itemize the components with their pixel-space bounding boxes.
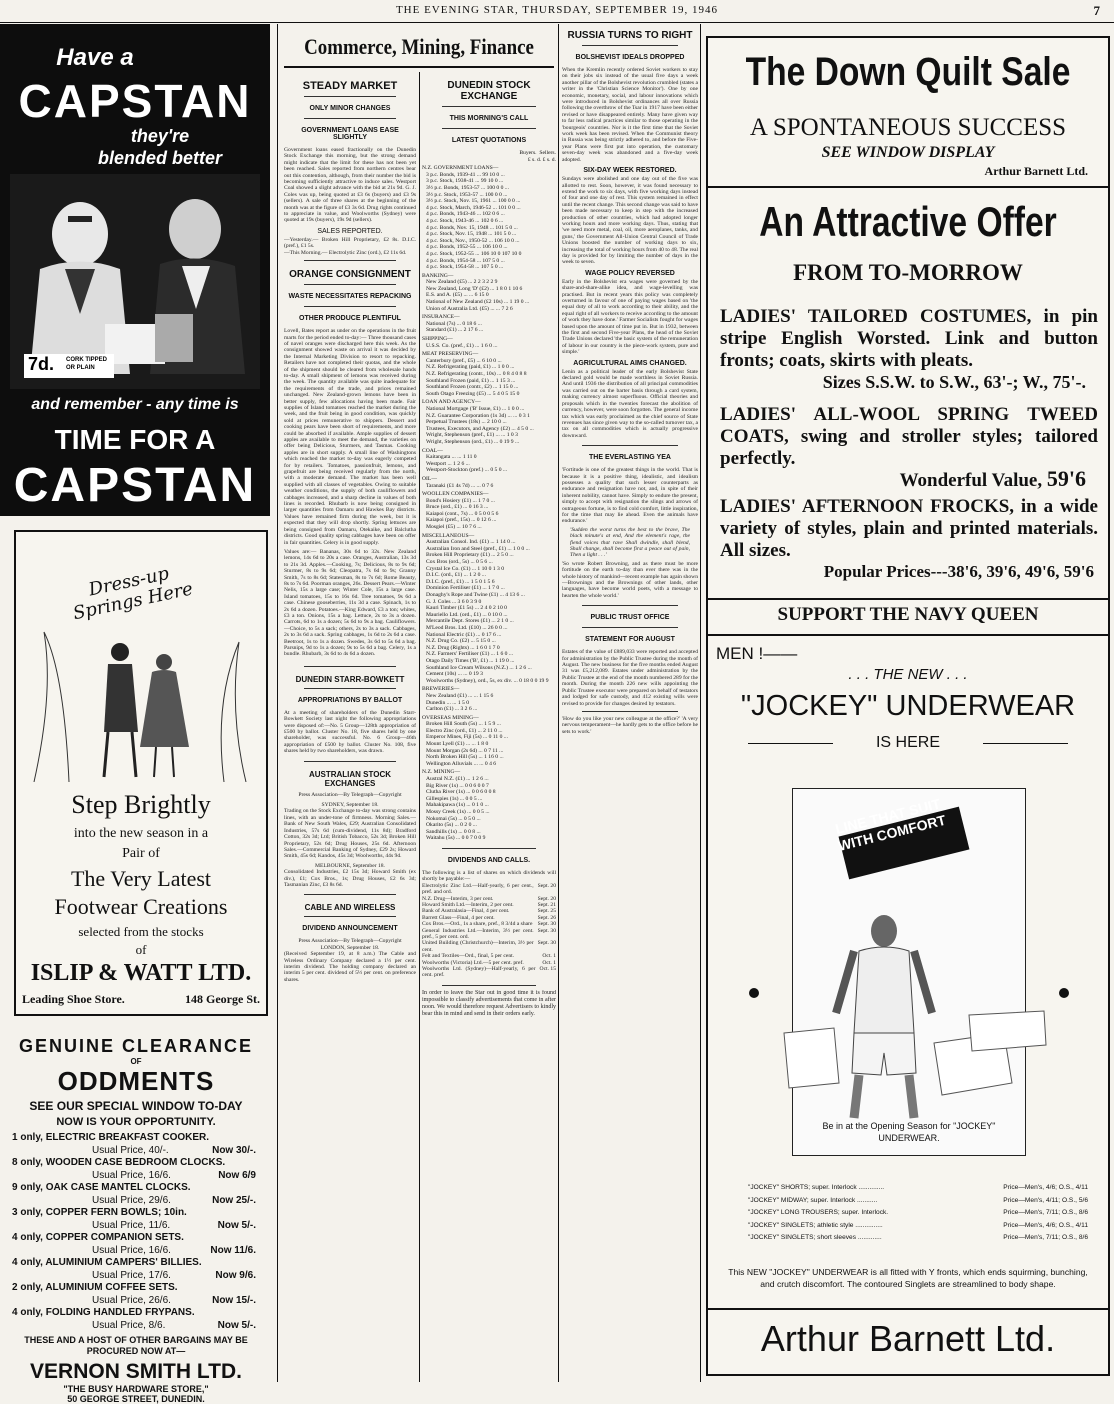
oddment-now: Now 5/-. (217, 1319, 256, 1331)
quotation-row: Australian Consol. Ind. (£1) ... 1 14 0 ... (426, 539, 516, 546)
wonderful-value (900, 466, 1086, 492)
islip-footwear: Footwear Creations (54, 894, 228, 919)
opening-season: Be in at the Opening Season for "JOCKEY" UNDERWEAR. (822, 1121, 996, 1143)
afternoon-frocks: LADIES' AFTERNOON FROCKS, in a wide variety of styles, plain and printed materials. All sizes. (720, 496, 1098, 561)
oddment-now: Now 11/6. (210, 1244, 256, 1256)
quotation-section-heading: INSURANCE— (422, 314, 460, 321)
sales-reported-heading: SALES REPORTED. (317, 227, 383, 235)
quotation-row: Australian Iron and Steel (pref., £1) ... 1 0 0 ... (426, 545, 530, 552)
quotation-row: N.Z. Drug (Rights) ... 1 6 0 1 7 0 (426, 644, 500, 651)
masthead-rule (0, 22, 1114, 23)
other-produce-heading: OTHER PRODUCE PLENTIFUL (299, 315, 401, 323)
coat-price: 59'6 (1046, 466, 1086, 491)
statement-heading: STATEMENT FOR AUGUST (585, 636, 675, 644)
quotation-row: North Broken Hill (5s) ... 1 16 0 ... (426, 754, 504, 761)
dividend-name: Barrett Glass—Final, 4 per cent. (422, 914, 495, 921)
cable-press-line: Press Association—By Telegraph—Copyright (298, 938, 402, 945)
capstan-price-box (24, 354, 114, 378)
jockey-product-name: "JOCKEY" LONG TROUSERS; super. Interlock. (748, 1209, 889, 1216)
quotation-row: South Otago Freezing (£5) ... 5 4 0 5 15 0 (426, 390, 520, 397)
islip-script-heading: Dress-up Springs Here (71, 562, 195, 625)
oddments-list (2, 1132, 270, 1332)
men-label: MEN !—— (716, 644, 798, 663)
oddments-vernon: VERNON SMITH LTD. (30, 1360, 242, 1383)
appropriations-heading: APPROPRIATIONS BY BALLOT (297, 696, 403, 704)
quotation-row: Dunedin ... ... 1 5 0 (426, 699, 470, 706)
dividend-date: Sept. 26 (537, 914, 556, 921)
window-display: SEE WINDOW DISPLAY (821, 144, 995, 161)
quotation-row: Westport-Stockton (pref.) ... 0 5 0 ... (426, 467, 508, 474)
oddment-item (2, 1182, 270, 1207)
mornings-call-heading: THIS MORNING'S CALL (449, 115, 529, 122)
quotation-row: Bruce (ord., £1) ... 0 16 3 ... (426, 504, 489, 511)
islip-leading: Leading Shoe Store. (22, 992, 125, 1006)
islip-selected: selected from the stocks (78, 924, 204, 939)
quotation-row: 3 p.c. Stock, 1938-41 ... 99 10 0 ... (426, 178, 504, 185)
quotation-row: 4 p.c. Stock, Nov. 15, 1948 ... 101 5 0 ... (426, 231, 517, 238)
london-dateline: LONDON, September 18. (320, 944, 380, 951)
quotation-row: N.Z. Farmers' Fertiliser (£1) ... 1 6 0 ... (426, 651, 514, 658)
tailored-costumes: LADIES' TAILORED COSTUMES, in pin stripe English Worsted. Link and button fronts; coats, skirts with pleats. (720, 306, 1098, 371)
quotation-row: Westport ... 1 2 6 ... (426, 460, 470, 467)
quotation-row: Mount Morgan (2s 6d) ... 0 7 11 ... (426, 747, 504, 754)
dividend-date: Oct. 1 (542, 953, 556, 960)
russia-body-2: Sundays were abolished and one day out of the five was allotted to rest. Soon, however, it was found necessary to extend the work to six days, with five working days instead of four and one day of rest. This system remained in effect until the recent change. This second change was said to have been made necessary to keep in step with the increased production of other countries, which had adopted longer working hours and more working days. Thus, stating that 'we need more metal, coal, oil, more aeroplanes, tanks, and guns,' the Government All-Union Central Council of Trade Unions boosted the number of working days to six, increasing the total of working hours from 40 to 48. The real day is provided for by limiting the number of days in the week to seven. (562, 176, 698, 266)
wage-policy-heading: WAGE POLICY REVERSED (585, 269, 675, 277)
dividend-date: Sept. 20 (537, 895, 556, 902)
quotation-row: 4 p.c. Bonds, 1954-58 ... 107 5 0 ... (426, 257, 505, 264)
dividend-row (422, 883, 556, 896)
oddment-name: 1 only, ELECTRIC BREAKFAST COOKER. (12, 1132, 210, 1143)
quotation-row: Mercantile Dept. Stores (£1) ... 2 1 0 ... (426, 618, 514, 625)
oddment-now: Now 15/-. (212, 1294, 256, 1306)
commerce-title-rule (284, 66, 554, 68)
units-label: £ s. d. £ s. d. (527, 156, 556, 163)
quotation-row: Big River (1s) ... 0 0 6 0 0 7 (426, 782, 489, 789)
capstan-time-for: TIME FOR A (54, 424, 216, 455)
column-rule-4 (700, 24, 701, 1382)
quotation-row: Gillespies (1s) ... 0 0 5 ... (426, 795, 483, 802)
jockey-product-row (748, 1195, 1088, 1208)
stock-exchange-heading: DUNEDIN STOCK EXCHANGE (447, 80, 531, 102)
oddment-usual: Usual Price, 8/6. (92, 1319, 166, 1331)
quotation-row: 3½ p.c. Stock, Nov. 15, 1961 ... 100 0 0 ... (426, 198, 521, 205)
oddments-street: 50 GEORGE STREET, DUNEDIN. (67, 1394, 205, 1404)
jockey-product-price: Price—Men's, 7/11; O.S., 8/6 (1003, 1209, 1088, 1216)
browning-poem: 'Sudden the worst turns the best to the brave, The black minute's at end, And the element's rage, the fiend voices that rave Shall dwindle, shall blend, Shall change, shall become first a peace out of pain, Then a light . . .' (570, 526, 690, 559)
the-new: . . . THE NEW . . . (848, 666, 968, 683)
quotation-row: Mount Lyell (£1) ... ... 1 8 0 (426, 741, 489, 748)
quotation-row: Kaiapoi (cont., 7s) ... 0 5 0 0 5 6 (426, 510, 499, 517)
dividend-name: General Industries Ltd.—Interim, 3½ per cent. pref., 5 per cent. ord. (422, 927, 534, 941)
quotation-row: U.S.S. Co. (pref., £1) ... 1 6 0 ... (426, 342, 498, 349)
russia-body-4: Lenin as a political leader of the early Bolshevist State declared gold would be made worthless in Soviet Russia. And until 1936 the distribution of all principal commodities was carried out on the barter basis through a card system, making currency almost superfluous. Official theories and proposals which in the twenties forecast the abolition of currency, however, were soon forgotten. The general income tax which was early proclaimed as the chief source of State revenues has since given way to the so-called turnover tax, a tax on all commodities which is actually progressive downward. (562, 368, 698, 439)
quotation-row: Sandhills (1s) ... 0 0 8 ... (426, 828, 481, 835)
quotation-row: New Zealand (£5) ... 2 2 3 2 2 9 (426, 279, 498, 286)
quotation-row: Mosgiel (£5) ... 10 7 6 ... (426, 524, 482, 531)
quilt-sale-heading: The Down Quilt Sale (745, 50, 1071, 94)
quotation-row: New Zealand, Long 'D' (£2) ... 1 8 0 1 10 6 (426, 285, 523, 292)
dividend-name: Howard Smith Ltd.—Interim, 2 per cent. (422, 902, 514, 908)
sydney-body: Trading on the Stock Exchange to-day was strong contains lines, with an under-tone of firmness. Morning Sales.—Bank of New South Wales, £29; Australian Consolidated Industries, 57s 6d (cum-dividend, 11s 8d); Bradford Cotton, 32s 3d; Ltd; British Tobacco, 52s 3d; Broken Hill Proprietary, 52s 6d; Drug Houses, 25s 6d. Afternoon Sales.—Commercial Banking of Sydney, £29 2s; Howard Smith, 45s 6d; Kandos, 45s 3d; Woolworths, 44s 9d. (284, 808, 416, 860)
oddment-usual: Usual Price, 40/-. (92, 1144, 169, 1156)
six-day-heading: SIX-DAY WEEK RESTORED. (583, 167, 677, 175)
jockey-product-row (748, 1220, 1088, 1233)
islip-into: into the new season in a (73, 826, 209, 841)
press-association-line: Press Association—By Telegraph—Copyright (298, 791, 402, 798)
quotation-row: Austral N.Z. (£1) ... 1 2 6 ... (426, 776, 489, 783)
steady-market-heading: STEADY MARKET (302, 80, 398, 92)
quotation-row: N.Z. Refrigerating (contr., 10s) ... 0 8 4 0 8 8 (426, 371, 527, 377)
islip-step-brightly: Step Brightly (71, 790, 211, 819)
oddment-now: Now 5/-. (217, 1219, 256, 1231)
dividend-date: Sept. 30 (537, 927, 556, 934)
oddment-usual: Usual Price, 16/6. (92, 1169, 171, 1181)
oddments-genuine: GENUINE CLEARANCE (18, 1036, 253, 1056)
everlasting-yea-heading: THE EVERLASTING YEA (589, 454, 671, 462)
quotation-row: 3½ p.c. Stock, 1953-57 ... 100 0 0 ... (426, 191, 508, 198)
jockey-product-row (748, 1182, 1088, 1195)
quotation-section-heading: OIL— (422, 475, 437, 482)
buyers-label: Buyers. (519, 150, 537, 156)
dividends-list (422, 883, 556, 979)
oddment-now: Now 25/-. (212, 1194, 256, 1206)
column-rule-2 (419, 72, 420, 1382)
oddment-name: 4 only, ALUMINIUM CAMPERS' BILLIES. (12, 1257, 202, 1268)
oddment-usual: Usual Price, 16/6. (92, 1244, 171, 1256)
quotation-row: 4 p.c. Stock, March, 1946-52 ... 101 0 0 ... (426, 204, 521, 211)
quotation-row: M'Leod Bros. Ltd. (£10) ... 26 0 0 ... (426, 624, 508, 631)
tailored-sizes: Sizes S.S.W. to S.W., 63'-; W., 75'-. (822, 372, 1086, 392)
quotation-row: Electro Zinc (ord., £1) ... 2 11 0 ... (426, 727, 503, 734)
arthur-barnett-ad (706, 36, 1110, 1376)
quotation-row: Dominion Fertiliser (£1) ... 1 7 0 ... (426, 585, 505, 592)
islip-company: ISLIP & WATT LTD. (30, 960, 252, 986)
quotation-row: New Zealand (£1) ... ... 1 15 6 (426, 692, 494, 699)
oddment-item (2, 1157, 270, 1182)
islip-couple-illustration (24, 612, 262, 782)
jockey-price-list (748, 1182, 1088, 1245)
starr-bowkett-heading: DUNEDIN STARR-BOWKETT (295, 674, 405, 684)
quotation-section-heading: MEAT PRESERVING— (422, 351, 479, 358)
quotation-row: Carlton (£1) ... 3 2 6 ... (426, 706, 478, 713)
orange-heading: ORANGE CONSIGNMENT (289, 269, 411, 281)
australian-exchanges-heading: AUSTRALIAN STOCK EXCHANGES (308, 769, 392, 788)
quotation-row: N.Z. Refrigerating (paid, £1) ... 1 0 0 ... (426, 364, 515, 371)
islip-address: 148 George St. (185, 992, 260, 1006)
dividend-name: Electrolytic Zinc Ltd.—Half-yearly, 6 per cent., pref. and ord. (422, 882, 534, 896)
islip-pair: Pair of (122, 846, 160, 861)
quotation-row: Cox Bros (ord., 5s) ... 0 5 6 ... (426, 559, 493, 566)
quotation-row: Wright, Stephenson (ord., £1) ... 0 19 9 ... (426, 438, 520, 445)
sydney-dateline: SYDNEY, September 18. (321, 802, 379, 809)
capstan-blended: blended better (97, 148, 222, 168)
quotation-row: Crystal Ice Co. (£1) ... 1 10 0 1 3 0 (426, 565, 504, 572)
oddment-usual: Usual Price, 11/6. (92, 1219, 171, 1231)
quotation-row: National of New Zealand (£2 10s) ... 1 19 0 ... (426, 299, 530, 306)
dividend-date: Sept. 21 (537, 902, 556, 908)
sales-yesterday: —Yesterday.— Broken Hill Proprietary, £2 8s. D.I.C. (pref.), £1 5s. (284, 236, 416, 250)
quotation-section-heading: SHIPPING— (422, 336, 453, 343)
tweed-coats: LADIES' ALL-WOOL SPRING TWEED COATS, swing and stroller styles; tailored perfectly. (720, 404, 1098, 469)
capstan-remember: and remember - any time is (31, 396, 239, 413)
minor-changes-heading: ONLY MINOR CHANGES (309, 105, 391, 112)
quotation-row: 4 p.c. Bonds, Nov. 15, 1948 ... 101 5 0 ... (426, 224, 518, 231)
quotation-row: National (7s) ... 0 18 6 ... (426, 320, 482, 327)
dividend-date: Sept. 25 (537, 908, 556, 915)
melbourne-body: Consolidated Industries, £2 15s 3d; Howard Smith (ex div.), £1; Cox Bros., 1s; Drug Houses, £2 6s 3d; Tasmanian Zinc, £3 8s 6d. (284, 869, 416, 888)
jockey-product-name: "JOCKEY" SINGLETS; athletic style ............... (748, 1221, 883, 1229)
attractive-offer-heading: An Attractive Offer (759, 198, 1057, 245)
quotation-row: G. J. Coles ... 3 6 0 3 9 0 (426, 598, 482, 605)
commerce-column (284, 72, 416, 1380)
dividend-name: Woolworths (Victoria) Ltd.—5 per cent. pref. (422, 959, 524, 966)
dividends-intro: The following is a list of shares on which dividends will shortly be payable:— (422, 869, 556, 883)
quotation-row: Southland Frozen (contr., £2) ... 1 15 0 ... (426, 384, 519, 391)
quotation-row: Mahakipawa (1s) ... 0 1 0 ... (426, 802, 489, 809)
quotation-row: 3½ p.c. Bonds, 1953-57 ... 100 0 0 ... (426, 184, 509, 191)
quotation-sections (422, 165, 556, 842)
latest-quotations-heading: LATEST QUOTATIONS (451, 137, 527, 144)
sales-morning: —This Morning.— Electrolytic Zinc (ord.), £2 11s 6d. (284, 249, 407, 256)
oddments-title: ODDMENTS (57, 1066, 215, 1096)
jockey-product-price: Price—Men's, 4/11; O.S., 5/6 (1003, 1196, 1088, 1204)
column-rule-3 (558, 24, 559, 1382)
oddment-item (2, 1132, 270, 1157)
jockey-badge: LINE THAT SUIT WITH COMFORT (833, 795, 948, 854)
dividend-date: Oct. 1 (542, 959, 556, 966)
quotation-row: Broken Hill Proprietary (£1) ... 2 5 0 ... (426, 552, 514, 559)
jockey-product-row (748, 1207, 1088, 1220)
quotation-row: National Electric (£1) ... 0 17 6 ... (426, 631, 502, 638)
quotation-row: 3 p.c. Bonds, 1939-41 ... 99 10 0 ... (426, 171, 505, 178)
barnett-footer: Arthur Barnett Ltd. (760, 1318, 1056, 1359)
quotation-row: 4 p.c. Stock, 1943-46 ... 102 0 6 ... (426, 217, 504, 224)
islip-of: of (135, 942, 147, 957)
dividend-date: Sept. 20 (537, 882, 556, 889)
quotation-row: 4 p.c. Stock, 1952-55 ... 106 10 0 107 10 0 (426, 250, 522, 257)
dividend-announcement-heading: DIVIDEND ANNOUNCEMENT (302, 925, 398, 933)
values-list: Values are:— Bananas, 30s 6d to 32s. New Zealand lemons, 14s 6d to 20s a case. Oranges, Australian, 13s 3d to 21s 3d. Apples.—Cooking, 7s; Delicious, 8s to 9s 6d; Sturmer, 8s to 9s 6d; Cleopatra, 7s 6d to 9s; Granny Smith, 7s to 8s 6d; Statesman, 8s to 7s 6d; Rome Beauty, 8s to 7s 6d. Poorman oranges, 26s. Dessert Pears.—Winter Nelis, 15s a large case; Winter Cole, 15s a large case. Island tomatoes, 15s to 16s 6d. Tree tomatoes, 9s 6d a case. Chinese gooseberries, 11s 3d a case. Spinach, 1s to 2s 6d a dozen. Potatoes.—King Edward, £3 a ton; whites, £3 a ton. Onions, 15s a bag. Lettuce, 2s to 3s a dozen. Carrots, 6d to 1s a dozen; 5s 6d to 9s a bag. Cauliflowers.—Choice, to 5s a sack; others, 2s to 3s a sack. Cabbages, 2s to 3s 6d a sack. Spring cabbages, 1s 6d to 2s 6d a case. Beetroot, 1s to 1s a dozen. Swedes, 3s 6d to 5s 6d a bag. Parsnips, 9d to 1s a dozen; 9s to 5s 6d a bag. Celery, 1s a bundle. Rhubarb, 3s 6d to 4s 6d a dozen. (284, 548, 416, 658)
quotation-row: National Mortgage ('B' Issue, £1) ... 1 0 0 ... (426, 405, 525, 412)
quotation-section-heading: WOOLLEN COMPANIES— (422, 491, 489, 498)
oddments-busy: "THE BUSY HARDWARE STORE," (63, 1384, 209, 1394)
agricultural-heading: AGRICULTURAL AIMS CHANGED. (573, 359, 687, 367)
jockey-product-price: Price—Men's, 4/6; O.S., 4/11 (1003, 1184, 1088, 1191)
quilt-signature: Arthur Barnett Ltd. (984, 164, 1088, 178)
quotation-row: N.Z. Guarantee Corporation (1s 3d) ... ... 0 3 1 (426, 412, 530, 419)
quotation-section-heading: MISCELLANEOUS— (422, 532, 475, 539)
popular-prices: Popular Prices---38'6, 39'6, 49'6, 59'6 (823, 562, 1094, 581)
oddment-item (2, 1257, 270, 1282)
quotation-row: Bond's Hosiery (£1) ... 1 7 0 ... (426, 497, 495, 504)
quotation-row: Waitahu (5s) ... 0 0 7 0 0 9 (426, 835, 486, 842)
oddments-see: SEE OUR SPECIAL WINDOW TO-DAY (29, 1099, 243, 1113)
dividend-name: Woolworths Ltd. (Sydney)—Half-yearly, 6 per cent. pref. (422, 966, 536, 979)
quotation-row: Standard (£1) ... 2 17 6 ... (426, 327, 484, 334)
quotation-columns (422, 150, 556, 157)
oddments-these: THESE AND A HOST OF OTHER BARGAINS MAY BE PROCURED NOW AT— (24, 1335, 248, 1356)
quotation-row: E.S. and A. (£5) ... ... 6 15 0 (426, 292, 489, 299)
oddment-item (2, 1307, 270, 1332)
steady-market-body: Government loans eased fractionally on the Dunedin Stock Exchange this morning, but the strong demand might indicate that the limit for these has not been yet been reached. Sales reported from northern centres bear out this contention, although, from their number the bid is becoming sufficiently attractive to induce sales. Westport Coal showed a slight advance with the bid at 21s 9d. G. J. Coles was up, being quoted at £3 6s (buyers) and £3 9s (sellers). A sale of three shares at the beginning of the month was at the figure of £3 3s 6d. Drug rights continued to appreciate in value, and Woolworths (Sydney) were quoted at 19s (buyers), 19s 9d (sellers). (284, 147, 416, 224)
russia-column (562, 26, 698, 1380)
stock-exchange-column (422, 72, 556, 1380)
quotation-row: Southland Ice Cream Wilsons (N.Z.) ... 1 2 6 ... (426, 664, 532, 671)
quotation-row: Kaitangata ... ... 1 11 0 (426, 454, 477, 461)
colleague-joke: 'How do you like your new colleague at the office?' 'A very nervous temperament—he hardly gets to the office before he sets to work.' (562, 715, 698, 735)
oddments-now: NOW IS YOUR OPPORTUNITY. (56, 1116, 216, 1128)
oddment-now: Now 6/9 (218, 1169, 256, 1181)
is-here: IS HERE (875, 734, 940, 751)
oddment-now: Now 30/-. (212, 1144, 256, 1156)
oddment-item (2, 1282, 270, 1307)
quotation-section-heading: N.Z. MINING— (422, 769, 461, 776)
quotation-row: Nokomai (5s) ... 0 5 0 ... (426, 815, 481, 822)
dividend-name: United Building (Christchurch)—Interim, 3½ per cent. (422, 940, 534, 953)
quotation-section-heading: N.Z. GOVERNMENT LOANS— (422, 165, 499, 172)
quotation-section-heading: BREWERIES— (422, 686, 460, 693)
quotation-row: Union of Australia Ltd. (£5) ... ... 7 2 6 (426, 305, 513, 312)
capstan-price: 7d. (28, 354, 55, 374)
govt-loans-heading: GOVERNMENT LOANS EASE SLIGHTLY (301, 127, 399, 141)
quotation-row: Okarito (5s) ... 0 2 0 ... (426, 822, 477, 829)
oddment-usual: Usual Price, 29/6. (92, 1194, 171, 1206)
oddment-name: 9 only, OAK CASE MANTEL CLOCKS. (12, 1182, 191, 1193)
column-rule-1 (277, 24, 278, 1382)
navy-queen: SUPPORT THE NAVY QUEEN (777, 604, 1039, 625)
dividend-name: Bank of Australasia—Final, 4 per cent. (422, 908, 510, 915)
dividend-row (422, 966, 556, 979)
from-tomorrow: FROM TO-MORROW (793, 260, 1023, 285)
public-trust-heading: PUBLIC TRUST OFFICE (590, 614, 670, 622)
quotation-row: Otago Daily Times ('B', £1) ... 1 19 0 ... (426, 657, 515, 664)
capstan-theyre: they're (130, 126, 190, 146)
islip-very-latest: The Very Latest (70, 866, 212, 891)
quotation-row: Taranaki (£1 4s 7d) ... ... 0 7 6 (426, 482, 494, 489)
quotation-row: Donaghy's Rope and Twine (£1) ... 4 13 6 ... (426, 592, 525, 598)
quotation-row: Wright, Stephenson (pref., £1) ... ... 1 0 3 (426, 432, 518, 439)
oddments-ad (2, 1036, 270, 1404)
russia-body-1: When the Kremlin recently ordered Soviet workers to stay on their jobs six instead of the usual five days a week another pillar of the Bolshevist revolution crumbled (states a writer in the 'Christian Science Monitor'). One by one economic, monetary, social, and labour innovations which were introduced in Bolshevist ordinances all over Russia following the overthrow of the Tsar in 1917 have been either revised or have disappeared entirely. Many have given way to far less radical practices similar to those operating in the 'bourgeois' countries. Nor is it the first time that the Soviet work week has been revised. When the Communist theory in Russia was being strictly adhered to, and before the Five-year Plans were first put into operation, the customary seven-day week was abandoned and a five-day week adopted. (562, 67, 698, 163)
jockey-product-name: "JOCKEY" MIDWAY; super. Interlock ........... (748, 1196, 878, 1204)
cable-wireless-heading: CABLE AND WIRELESS (304, 903, 396, 913)
jockey-product-price: Price—Men's, 4/6; O.S., 4/11 (1003, 1221, 1088, 1229)
quotation-row: Canterbury (pref., £5) ... 6 10 0 ... (426, 357, 502, 364)
dividend-row (422, 940, 556, 953)
oddment-usual: Usual Price, 26/6. (92, 1294, 171, 1306)
dividend-date: Sept. 30 (537, 940, 556, 947)
jockey-underwear-heading: "JOCKEY" UNDERWEAR (740, 690, 1076, 722)
quotation-section-heading: OVERSEAS MINING— (422, 714, 479, 721)
quotation-row: 4 p.c. Stock, Nov., 1950-52 ... 106 10 0 ... (426, 237, 520, 244)
capstan-brand-footer: CAPSTAN (13, 459, 257, 512)
bolshevist-heading: BOLSHEVIST IDEALS DROPPED (575, 54, 685, 61)
quotation-row: Cement (10s) ... ... 0 19 3 (426, 671, 483, 678)
islip-watt-ad (14, 530, 268, 1016)
oddment-name: 8 only, WOODEN CASE BEDROOM CLOCKS. (12, 1157, 226, 1168)
dividend-name: Felt and Textiles—Ord., final, 5 per cent. (422, 953, 515, 960)
capstan-tip: CORK TIPPED OR PLAIN (66, 357, 108, 371)
quotation-row: D.I.C. (pref., £1) ... 1 5 0 1 5 6 (426, 578, 495, 585)
orange-body: Lovell, Bates report as under on the operations in the fruit marts for the period ended to-day:— Three thousand cases of navel oranges were discharged here this week. As the consignment showed waste on arrival it was decided by the Internal Marketing Division to resort to repacking. Retailers have not completed their quotas, and the whole of the shipment should be cleared from wholesale hands to-day. A small shipment of lemons was received during the week. The quantity available was quite inadequate for the requirements of the trade, and prices remained unchanged. New Zealand-grown lemons have been in better supply, few allocations having been made. Fair supplies of Island tomatoes reached the market during the week, and the fruit being in good condition, was quickly sold at prices remunerative to shippers. Dessert and cooking pears have been short of requirements, and more could be absorbed if available. Ample supplies of dessert apples are available to meet the demand, the varieties on offer being Delicious, Sturmers, and Tasmas. Cooking apples are in short supply. A small line of Washingtons which reached the market to-day was eagerly competed for by retailers. Tomatoes, passionfruit, lemons, and grapefruit are being received regularly from the north, with a moderate demand. The market has been well supplied with all classes of vegetables. Owing to suitable weather conditions, the supply of both cauliflowers and cabbages increased, and a sharp decline in values of both lines is recorded. Rhubarb is now being consigned in larger quantities from Oamaru and Hawkes Bay districts. Values have remained firm during the week, but it is expected that they will drop shortly. Spring lettuces are being consigned from Oamaru, Otekaike, and Balclutha districts. Good quality spring cabbages have been on offer in fair quantities. Celery is in good supply. (284, 328, 416, 546)
oddments-of: OF (130, 1057, 142, 1066)
russia-body-3: Early in the Bolshevist era wages were governed by the share-and-share-alike idea, and wage-levelling was practised. But in recent years this policy was completely overturned in favour of one of paying wages based on 'the equal duty of all to work according to their ability, and the equal right of all workers to receive according to the amount of work they have done.' Farmer Socialists fought for wages based upon the amount of time put in. But in 1932, between the first and second Five-year Plans, the head of the Soviet Trade Unions declared 'the basic system of the remuneration of labour in our country is the piece-work system, pure and simple.' (562, 278, 698, 356)
oddment-name: 4 only, COPPER COMPANION SETS. (12, 1232, 184, 1243)
capstan-ad (0, 24, 270, 516)
quotation-row: Broken Hill South (5s) ... 1 5 9 ... (426, 721, 501, 728)
cable-body: (Received September 19, at 8 a.m.) The Cable and Wireless Ordinary Company declared a 1½ per cent. interim dividend. The holding company declared an interim 5 per cent. dividend of 5½ per cent. on preference shares. (284, 951, 416, 983)
quotation-row: Southland Frozen (paid, £1) ... 1 15 3 ... (426, 377, 516, 384)
sellers-label: Sellers. (539, 150, 556, 156)
quotation-row: Mauriello Ltd. (ord., £1) ... 0 10 0 ... (426, 611, 508, 618)
jockey-product-name: "JOCKEY" SHORTS; super. Interlock .............. (748, 1184, 885, 1191)
oddment-item (2, 1207, 270, 1232)
quotation-row: Clutha River (1s) ... 0 0 6 0 0 8 (426, 789, 496, 796)
jockey-product-row (748, 1232, 1088, 1245)
quotation-row: 4 p.c. Bonds, 1943-46 ... 102 0 6 ... (426, 211, 505, 218)
public-trust-body: Estates of the value of £889,033 were reported and accepted for administration by the Public Trustee during the month of August. The new business for the five months ended August 31 was £5,212,089. Estates under administration by the Public Trustee at the end of the month numbered 289 for the month. During the month 226 new wills appointing the Public Trustee executor were prepared on behalf of testators and lodged for safe custody, and 412 existing wills were revised to provide for changes desired by testators. (562, 649, 698, 707)
quotation-row: N.Z. Drug Co. (£2) ... 5 15 0 ... (426, 638, 496, 645)
yea-body-1: 'Fortitude is one of the greatest things in the world. That is because it is a positive thing, idealistic, and idealism possesses a quality that such lesser counterparts as endurance and resignation have not, and, in spite of their inherent nobility, cannot have. Simply to endure the present, simply to accept with resignation the slings and arrows of outrageous fortune, is to find cold comfort, little inspiration, for the time that may lie ahead. Even the animals have endurance.' (562, 467, 698, 525)
quotation-row: Perpetual Trustees (18s) ... 2 10 0 ... (426, 419, 507, 426)
quotation-section-heading: LOAN AND AGENCY— (422, 399, 481, 406)
page-number: 7 (1093, 3, 1100, 18)
quotation-section-heading: BANKING— (422, 272, 454, 279)
dividend-date: Sept. 30 (537, 921, 556, 928)
quotation-row: 4 p.c. Bonds, 1952-55 ... 106 10 0 ... (426, 244, 508, 251)
yea-body-2: 'So wrote Robert Browning, and as there must be more fortitude on the earth to-day than ever there was in the whole history of mankind—recent example has again shown—Brownings and the Brownings of other lands, other languages, have become world poets, with a message to hearten the whole world.' (562, 560, 698, 599)
quotation-row: Trustees, Executors, and Agency (£2) ... 4 5 0 ... (426, 425, 534, 432)
jockey-product-name: "JOCKEY" SINGLETS; short sleeves ............. (748, 1234, 882, 1241)
wonderful-label: Wonderful Value, (899, 470, 1043, 491)
masthead-title: THE EVENING STAR, THURSDAY, SEPTEMBER 19, 1946 (395, 4, 719, 16)
y-fronts-text: This NEW "JOCKEY" UNDERWEAR is all fitted with Y fronts, which ends squirming, bunching, and crutch discomfort. The contoured Singlets are streamlined to body shape. (728, 1267, 1088, 1289)
quotation-row: Kauri Timber (£1 5s) ... 2 4 0 2 10 0 (426, 605, 507, 612)
capstan-have-a: Have a (56, 44, 134, 71)
waste-heading: WASTE NECESSITATES REPACKING (288, 293, 412, 301)
oddment-name: 4 only, FOLDING HANDLED FRYPANS. (12, 1307, 195, 1318)
quotation-row: Mossy Creek (1s) ... 0 0 5 ... (426, 809, 490, 815)
commerce-title: Commerce, Mining, Finance (304, 34, 534, 59)
dividend-name: Cox Bros.—Ord., 1s a share, pref., 8 3/4d a share (422, 921, 533, 928)
oddment-usual: Usual Price, 17/6. (92, 1269, 171, 1281)
quotation-section-heading: COAL— (422, 447, 443, 454)
oddment-name: 3 only, COPPER FERN BOWLS; 10in. (12, 1207, 187, 1218)
oddment-now: Now 9/6. (215, 1269, 256, 1281)
capstan-brand: CAPSTAN (18, 75, 252, 127)
starr-bowkett-body: At a meeting of shareholders of the Dunedin Starr-Bowkett Society last night the following appropriations were disposed of:—No. 5 Group—128th appropriation of £500 by ballot. Cluster No. 18, five shares held by one shareholder, was successful. No. 6 Group—46th appropriation of £500 by ballot. Cluster No. 108, five shares held by two shareholders, was drawn. (284, 709, 416, 755)
oddment-name: 2 only, ALUMINIUM COFFEE SETS. (12, 1282, 178, 1293)
classify-notice: In order to leave the Star out in good time it is found impossible to classify advertisements that come in after noon. We would therefore request Advertisers to kindly bear this in mind and send in their orders early. (422, 989, 556, 1017)
quotation-row: Woolworths (Sydney), ord., 5s, ex div. ... 0 18 0 0 19 9 (426, 677, 549, 684)
melbourne-dateline: MELBOURNE, September 18. (315, 862, 385, 869)
spontaneous-heading: A SPONTANEOUS SUCCESS (749, 114, 1067, 141)
quotation-row: 4 p.c. Stock, 1954-58 ... 107 5 0 ... (426, 264, 504, 271)
dividend-row (422, 928, 556, 941)
dividends-heading: DIVIDENDS AND CALLS. (447, 856, 531, 864)
jockey-product-price: Price—Men's, 7/11; O.S., 8/6 (1003, 1234, 1088, 1241)
quotation-row: Kaiapoi (pref., 15s) ... 0 12 6 ... (426, 517, 497, 524)
dividend-date: Oct. 15 (539, 966, 556, 973)
quotation-row: Wellington Alluvials ... ... 0 4 6 (426, 760, 497, 767)
russia-heading: RUSSIA TURNS TO RIGHT (567, 30, 693, 41)
oddment-item (2, 1232, 270, 1257)
quotation-row: D.I.C. (ord., £1) ... 1 2 0 ... (426, 572, 486, 579)
quotation-row: Emperor Mines, Fiji (5s) ... 0 11 0 ... (426, 734, 508, 741)
dividend-name: N.Z. Drug—Interim, 3 per cent. (422, 895, 494, 902)
